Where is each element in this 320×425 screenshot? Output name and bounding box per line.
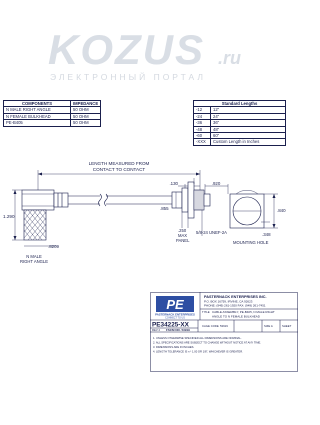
fscm-label: FSCM NO. 53919 xyxy=(166,328,190,333)
length-value-cell: 24" xyxy=(211,113,286,119)
components-table xyxy=(3,100,101,127)
pe-logo-tagline2: CONNECT TO US xyxy=(165,316,185,320)
n-female-bulkhead-connector xyxy=(172,182,210,218)
dim-348: .348 xyxy=(262,232,271,237)
title-label: TITLE xyxy=(202,310,210,314)
impedance-cell: 50 OHM xyxy=(71,120,101,126)
pe-logo-tagline: PASTERNACK ENTERPRISES xyxy=(155,312,195,317)
length-value-cell: Custom Length in Inches xyxy=(211,139,286,145)
notes xyxy=(153,336,261,354)
mounting-hole-view xyxy=(230,190,286,245)
dim-855: .855 xyxy=(160,206,169,211)
component-cell: N MALE RIGHT ANGLE xyxy=(4,107,71,113)
n-male-label-line1: N MALE xyxy=(26,254,42,259)
title-line2: ANGLE TO N FEMALE BULKHEAD xyxy=(212,314,260,319)
impedance-cell: 50 OHM xyxy=(71,107,101,113)
title-line1: CABLE ASSEMBLY, PE-B405, N MALE RIGHT xyxy=(212,310,275,314)
length-value-cell: 48" xyxy=(211,126,286,132)
note-line: 4. LENGTH TOLERANCE IS +/- 1.00 OR 1/8", WHICHEVER IS GREATER. xyxy=(153,350,243,354)
length-code-cell: -60 xyxy=(194,133,211,139)
length-value-cell: 12" xyxy=(211,107,286,113)
size-label: SIZE A xyxy=(264,324,273,328)
pe-logo-letters: PE xyxy=(166,297,184,312)
part-number: PE34225-XX xyxy=(152,321,189,329)
impedance-header-cell: IMPEDANCE xyxy=(71,101,101,107)
n-male-right-angle-connector xyxy=(22,190,68,240)
watermark-logo-suffix: .ru xyxy=(218,48,242,68)
thread-label: 5/8-24 UNEF-2A xyxy=(196,230,227,235)
height-dimension xyxy=(3,190,24,240)
cable xyxy=(68,194,172,206)
watermark-logo xyxy=(40,24,270,84)
cable-assembly-drawing xyxy=(0,150,300,290)
panel-label: PANEL xyxy=(176,238,190,243)
table-row xyxy=(4,120,101,126)
dim-920: .920 xyxy=(211,181,221,186)
watermark-logo-text: KOZUS xyxy=(48,26,205,73)
note-line: 1. UNLESS OTHERWISE SPECIFIED ALL DIMENSIONS ARE NOMINAL. xyxy=(153,337,242,340)
cage-code-value: 53919 xyxy=(220,324,228,328)
note-line: 2. ALL SPECIFICATIONS ARE SUBJECT TO CHANGE WITHOUT NOTICE AT ANY TIME. xyxy=(153,341,262,345)
length-label-line1: LENGTH MEASURED FROM xyxy=(88,161,150,166)
watermark-subtitle: ЭЛЕКТРОННЫЙ ПОРТАЛ xyxy=(50,72,206,82)
length-label-line2: CONTACT TO CONTACT xyxy=(92,167,146,172)
company-address2: PHONE: (949) 261-1920 FAX: (949) 261-7451 xyxy=(204,303,266,308)
length-code-cell: -XXX xyxy=(194,139,211,145)
length-dimension xyxy=(38,161,200,194)
component-cell: PE-B405 xyxy=(4,120,71,126)
company-name: PASTERNACK ENTERPRISES INC. xyxy=(204,295,267,299)
length-code-cell: -48 xyxy=(194,126,211,132)
diameter-dimension xyxy=(24,244,60,249)
dim-840: .840 xyxy=(277,208,286,213)
dim-8209: .8209 xyxy=(48,244,59,249)
lengths-header-cell: Standard Lengths xyxy=(194,101,286,107)
dim-250: .250 xyxy=(178,228,187,233)
dim-1290: 1.290 xyxy=(3,214,15,219)
length-code-cell: -36 xyxy=(194,120,211,126)
standard-lengths-table xyxy=(193,100,286,146)
thread-callout xyxy=(196,210,227,236)
title-block xyxy=(150,292,298,372)
company-address1: P.O. BOX 16759, IRVINE, CA 92623 xyxy=(204,299,253,304)
mounting-hole-label: MOUNTING HOLE xyxy=(233,240,269,245)
dim-130: .130 xyxy=(169,181,178,186)
component-cell: N FEMALE BULKHEAD xyxy=(4,113,71,119)
max-label: MAX xyxy=(178,233,188,238)
length-value-cell: 36" xyxy=(211,120,286,126)
components-header-cell: COMPONENTS xyxy=(4,101,71,107)
length-code-cell: -12 xyxy=(194,107,211,113)
sheet-label: SHEET xyxy=(282,324,292,328)
pe-logo xyxy=(155,296,195,320)
table-row xyxy=(194,139,286,145)
n-male-label-line2: RIGHT ANGLE xyxy=(19,259,49,264)
length-value-cell: 60" xyxy=(211,133,286,139)
cage-code-label: CAGE CODE xyxy=(202,324,219,328)
rev-label: REV 2 xyxy=(152,328,161,333)
impedance-cell: 50 OHM xyxy=(71,113,101,119)
note-line: 3. DIMENSIONS ARE IN INCHES. xyxy=(153,346,195,349)
length-code-cell: -24 xyxy=(194,113,211,119)
